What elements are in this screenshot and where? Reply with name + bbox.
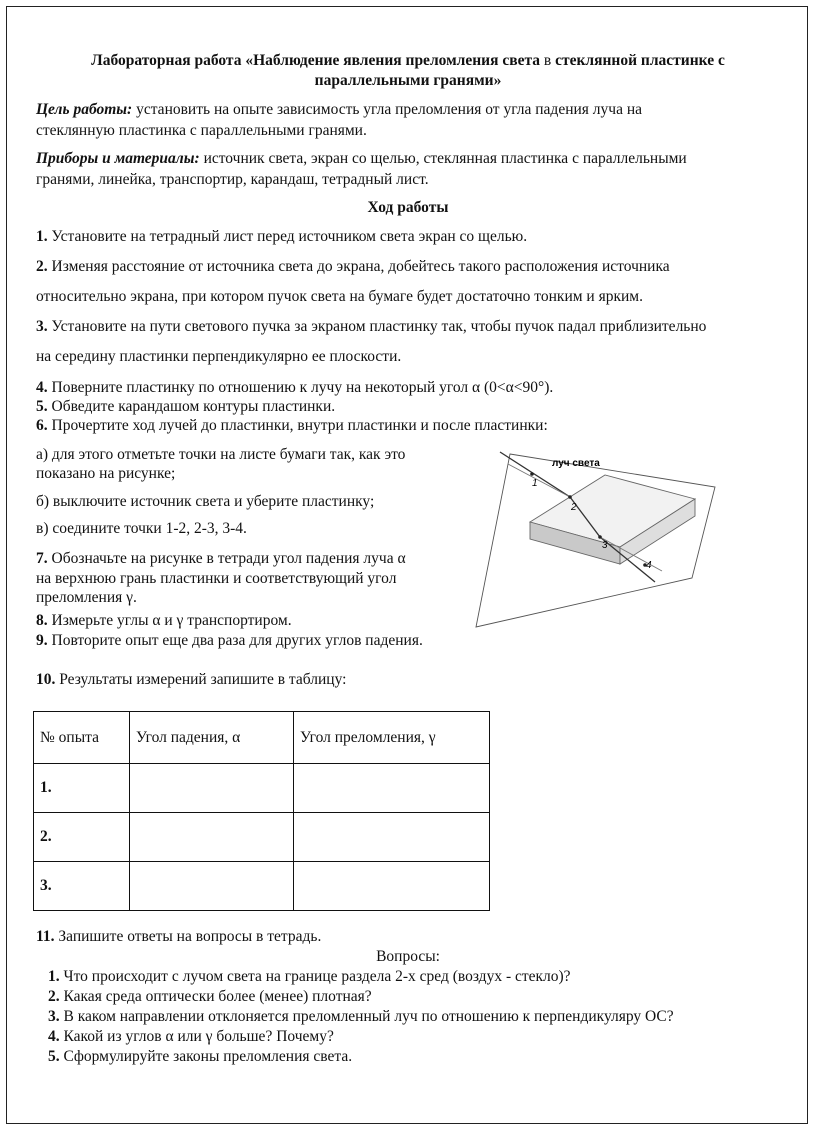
table-cell[interactable] <box>130 862 294 911</box>
step-number: 3. <box>36 318 48 335</box>
point-label-4: 4 <box>646 560 652 571</box>
step-number: 5. <box>36 398 48 415</box>
question-text: В каком направлении отклоняется преломленный луч по отношению к перпендикуляру ОС? <box>63 1008 674 1025</box>
step-3 <box>36 318 706 336</box>
page-title-line2: параллельными гранями» <box>314 72 502 89</box>
question-number: 3. <box>48 1008 60 1025</box>
step-text: Результаты измерений запишите в таблицу: <box>59 671 347 688</box>
step-7-line3: преломления γ. <box>36 589 137 606</box>
question-text: Какой из углов α или γ больше? Почему? <box>63 1028 334 1045</box>
step-7 <box>36 550 406 568</box>
step-number: 10. <box>36 671 56 688</box>
step-9 <box>36 632 423 650</box>
table-row <box>34 764 490 813</box>
step-8 <box>36 612 292 630</box>
question-item <box>48 988 372 1006</box>
table-row <box>34 813 490 862</box>
table-cell: 2. <box>34 813 130 862</box>
goal-line <box>36 101 642 119</box>
goal-text: установить на опыте зависимость угла преломления от угла падения луча на <box>136 101 643 118</box>
question-text: Что происходит с лучом света на границе раздела 2-х сред (воздух - стекло)? <box>63 968 571 985</box>
step-6-sub-c: в) соедините точки 1-2, 2-3, 3-4. <box>36 520 247 537</box>
point-marker <box>530 472 534 476</box>
question-text: Сформулируйте законы преломления света. <box>63 1048 353 1065</box>
materials-line <box>36 150 687 168</box>
goal-text-line2: стеклянную пластинка с параллельными гранями. <box>36 122 367 139</box>
step-text: Установите на пути светового пучка за экраном пластинку так, чтобы пучок падал приблизительно <box>51 318 707 335</box>
point-label-1: 1 <box>532 478 538 489</box>
step-6-sub-b: б) выключите источник света и уберите пластинку; <box>36 493 375 510</box>
step-text: Установите на тетрадный лист перед источником света экран со щелью. <box>51 228 528 245</box>
step-5 <box>36 398 335 416</box>
step-6-sub-a: а) для этого отметьте точки на листе бумаги так, как это <box>36 446 406 463</box>
step-text: Изменяя расстояние от источника света до экрана, добейтесь такого расположения источника <box>51 258 670 275</box>
step-6-sub-a-line2: показано на рисунке; <box>36 465 176 482</box>
goal-label: Цель работы: <box>36 101 133 118</box>
point-label-3: 3 <box>602 540 608 551</box>
step-6 <box>36 417 548 435</box>
point-marker <box>568 495 572 499</box>
step-number: 11. <box>36 928 55 945</box>
step-4 <box>36 379 553 397</box>
table-cell: 1. <box>34 764 130 813</box>
step-text: Измерьте углы α и γ транспортиром. <box>51 612 292 629</box>
step-10 <box>36 671 346 689</box>
table-header-cell: № опыта <box>34 712 130 764</box>
table-cell[interactable] <box>130 764 294 813</box>
question-number: 2. <box>48 988 60 1005</box>
questions-title: Вопросы: <box>376 948 440 965</box>
question-item <box>48 1048 352 1066</box>
table-cell[interactable] <box>294 764 490 813</box>
step-number: 7. <box>36 550 48 567</box>
step-number: 6. <box>36 417 48 434</box>
step-1 <box>36 228 527 246</box>
step-text: Повторите опыт еще два раза для других углов падения. <box>51 632 423 649</box>
table-row <box>34 862 490 911</box>
materials-text-line2: гранями, линейка, транспортир, карандаш, тетрадный лист. <box>36 171 429 188</box>
step-number: 8. <box>36 612 48 629</box>
step-7-line2: на верхнюю грань пластинки и соответствующий угол <box>36 570 397 587</box>
step-text: Поверните пластинку по отношению к лучу на некоторый угол α (0<α<90°). <box>51 379 554 396</box>
page-title <box>0 52 816 70</box>
step-number: 4. <box>36 379 48 396</box>
table-header-cell: Угол падения, α <box>130 712 294 764</box>
question-item <box>48 1028 334 1046</box>
step-2 <box>36 258 670 276</box>
question-number: 4. <box>48 1028 60 1045</box>
section-title: Ход работы <box>367 199 449 216</box>
results-table <box>33 711 490 911</box>
materials-text: источник света, экран со щелью, стеклянная пластинка с параллельными <box>203 150 687 167</box>
table-cell[interactable] <box>294 862 490 911</box>
step-text: Обозначьте на рисунке в тетради угол падения луча α <box>51 550 406 567</box>
table-cell[interactable] <box>294 813 490 862</box>
question-number: 1. <box>48 968 60 985</box>
title-part-2: в <box>543 52 552 69</box>
step-number: 9. <box>36 632 48 649</box>
step-number: 2. <box>36 258 48 275</box>
step-text: Запишите ответы на вопросы в тетрадь. <box>58 928 322 945</box>
ray-label: луч света <box>552 458 600 469</box>
step-text: Прочертите ход лучей до пластинки, внутри пластинки и после пластинки: <box>51 417 548 434</box>
materials-label: Приборы и материалы: <box>36 150 200 167</box>
step-11 <box>36 928 321 946</box>
title-part-1: Лабораторная работа «Наблюдение явления преломления света <box>91 52 541 69</box>
question-text: Какая среда оптически более (менее) плотная? <box>63 988 372 1005</box>
table-cell: 3. <box>34 862 130 911</box>
table-cell[interactable] <box>130 813 294 862</box>
question-item <box>48 968 571 986</box>
question-item <box>48 1008 674 1026</box>
step-text: Обведите карандашом контуры пластинки. <box>51 398 336 415</box>
table-header-cell: Угол преломления, γ <box>294 712 490 764</box>
step-number: 1. <box>36 228 48 245</box>
title-part-3: стеклянной пластинке с <box>555 52 725 69</box>
point-label-2: 2 <box>571 502 577 513</box>
table-header-row <box>34 712 490 764</box>
step-2-line2: относительно экрана, при котором пучок света на бумаге будет достаточно тонким и ярким. <box>36 288 643 305</box>
glass-plate-figure <box>470 442 720 634</box>
question-number: 5. <box>48 1048 60 1065</box>
point-marker <box>598 535 602 539</box>
step-3-line2: на середину пластинки перпендикулярно ее плоскости. <box>36 348 402 365</box>
